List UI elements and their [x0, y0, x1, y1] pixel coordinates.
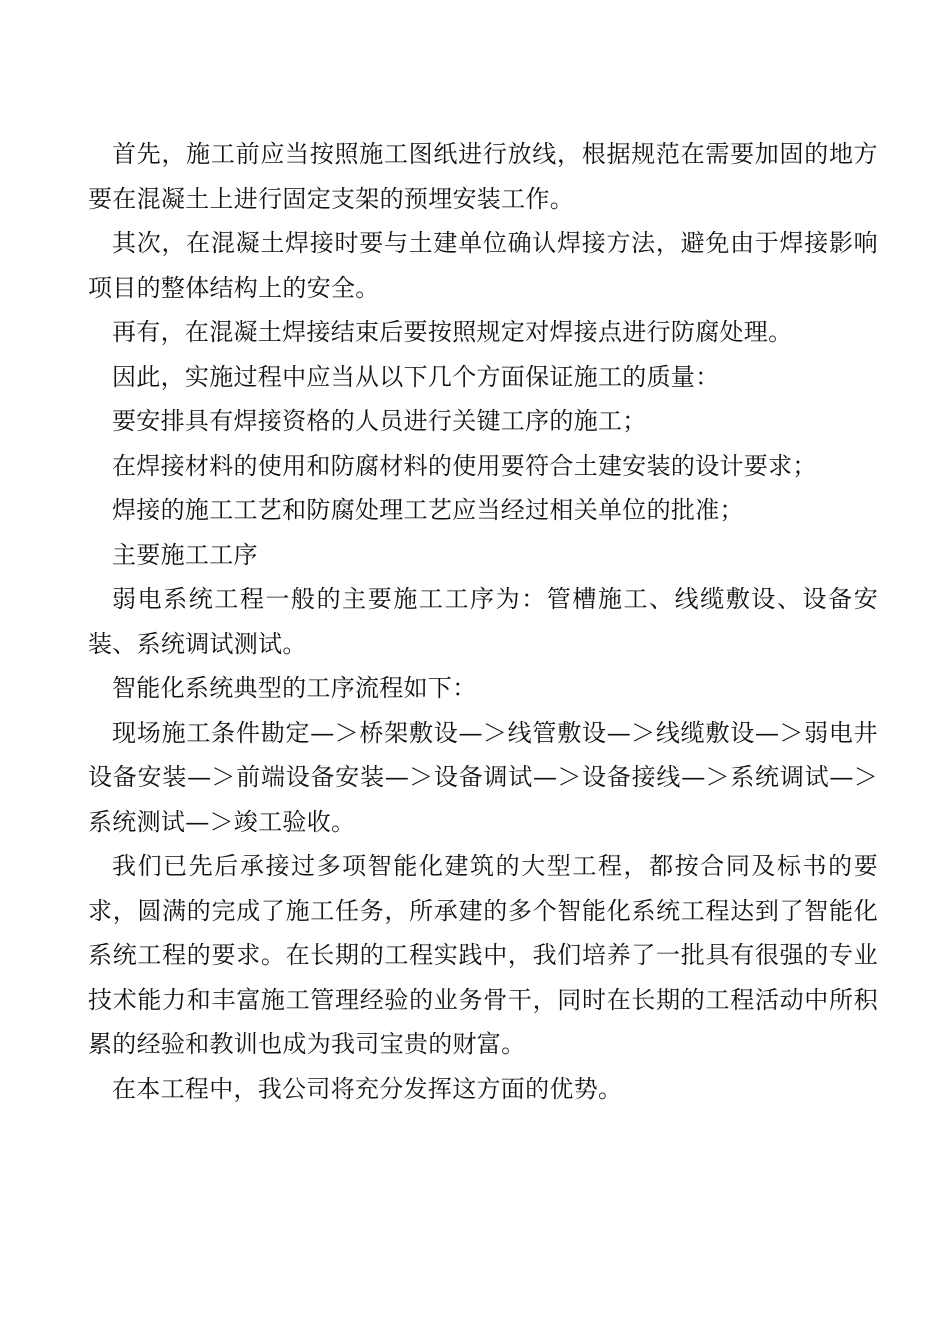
- paragraph-first: 首先，施工前应当按照施工图纸进行放线，根据规范在需要加固的地方要在混凝土上进行固定支架的预埋安装工作。: [88, 140, 878, 213]
- paragraph-therefore: 因此，实施过程中应当从以下几个方面保证施工的质量：: [112, 362, 720, 391]
- paragraph-conclusion: 在本工程中，我公司将充分发挥这方面的优势。: [112, 1074, 623, 1103]
- document-body: [88, 132, 878, 1111]
- paragraph-process-overview: 弱电系统工程一般的主要施工工序为：管槽施工、线缆敷设、设备安装、系统调试测试。: [88, 585, 878, 658]
- paragraph-third: 再有，在混凝土焊接结束后要按照规定对焊接点进行防腐处理。: [112, 318, 793, 346]
- paragraph-second: 其次，在混凝土焊接时要与土建单位确认焊接方法，避免由于焊接影响项目的整体结构上的安全。: [88, 229, 878, 302]
- list-item-approval: 焊接的施工工艺和防腐处理工艺应当经过相关单位的批准；: [112, 496, 744, 524]
- paragraph-experience: 我们已先后承接过多项智能化建筑的大型工程，都按合同及标书的要求，圆满的完成了施工任务，所承建的多个智能化系统工程达到了智能化系统工程的要求。在长期的工程实践中，我们培养了一批具有很强的专业技术能力和丰富施工管理经验的业务骨干，同时在长期的工程活动中所积累的经验和教训也成为我司宝贵的财富。: [88, 852, 878, 1058]
- paragraph-flow-intro: 智能化系统典型的工序流程如下：: [112, 674, 477, 702]
- list-item-welding-staff: 要安排具有焊接资格的人员进行关键工序的施工；: [112, 407, 647, 435]
- list-item-materials: 在焊接材料的使用和防腐材料的使用要符合土建安装的设计要求；: [112, 451, 817, 480]
- section-heading: 主要施工工序: [112, 540, 258, 569]
- paragraph-flow-steps: 现场施工条件勘定—＞桥架敷设—＞线管敷设—＞线缆敷设—＞弱电井设备安装—＞前端设备安装—＞设备调试—＞设备接线—＞系统调试—＞系统测试—＞竣工验收。: [88, 718, 878, 836]
